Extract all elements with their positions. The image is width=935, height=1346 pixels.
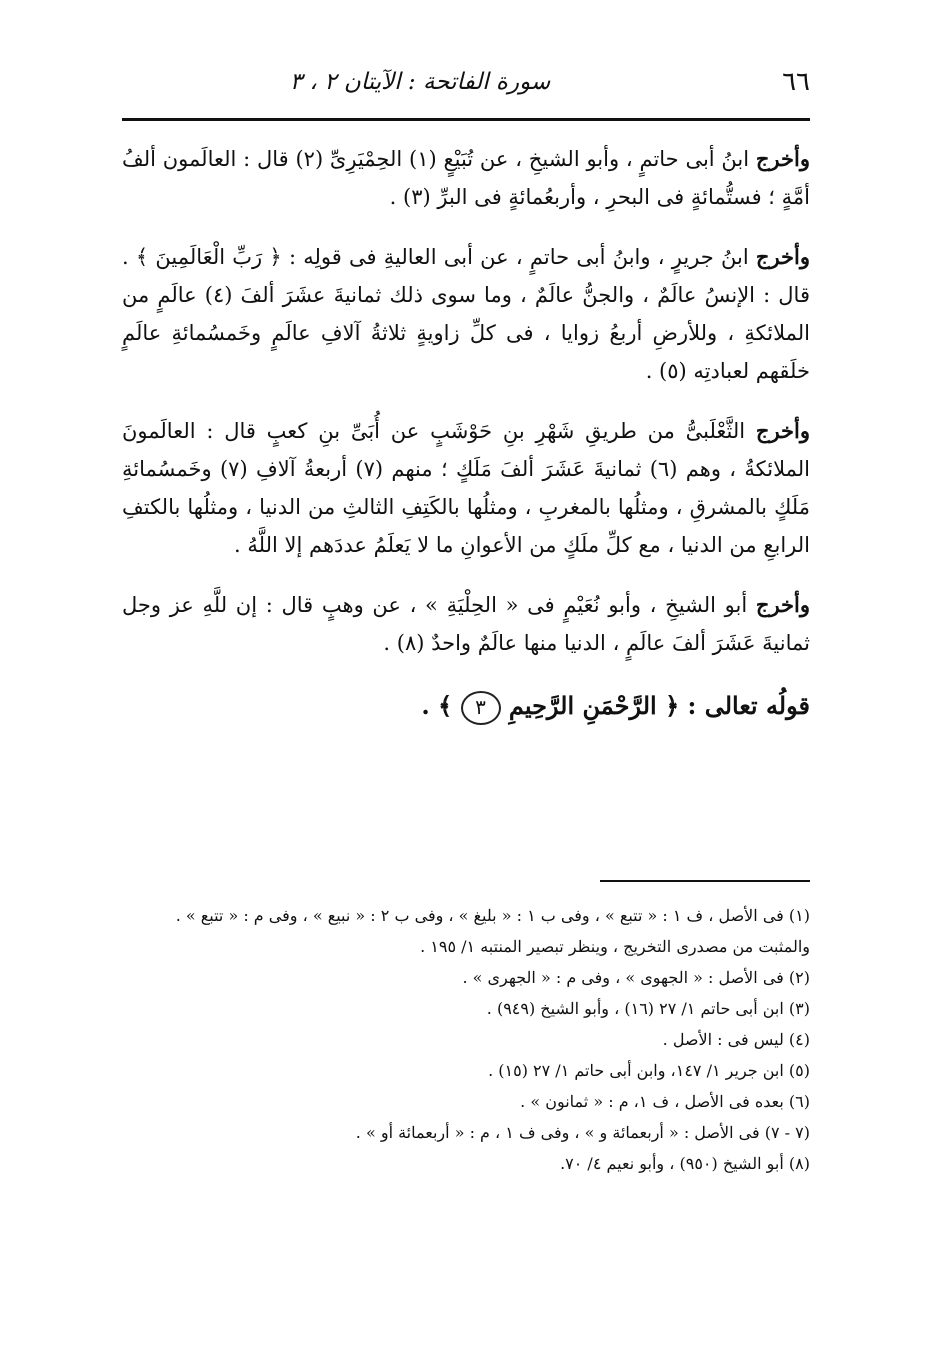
page-header <box>120 64 810 104</box>
header-rule <box>122 118 810 121</box>
footnote: (١) فى الأصل ، ف ١ : « تتبع » ، وفى ب ١ : « بليغ » ، وفى ب ٢ : « نبيع » ، وفى م : « تتبع » . والمثبت من مصدرى التخريج ، وينظر تبصير المنتبه ١/ ١٩٥ . <box>175 906 810 956</box>
footnote-rule <box>600 880 810 882</box>
footnote: (٧ - ٧) فى الأصل : « أربعمائة و » ، وفى ف ١ ، م : « أربعمائة أو » . <box>355 1123 810 1142</box>
paragraph <box>122 140 810 216</box>
verse-heading-label: قولُه تعالى : <box>687 691 810 720</box>
footnote: (٨) أبو الشيخ (٩٥٠) ، وأبو نعيم ٤/ ٧٠. <box>560 1154 810 1173</box>
footnote: (٣) ابن أبى حاتم ١/ ٢٧ (١٦) ، وأبو الشيخ (٩٤٩) . <box>486 999 810 1018</box>
footnote: (٤) ليس فى : الأصل . <box>662 1030 810 1049</box>
paragraph <box>122 412 810 564</box>
running-title: سورة الفاتحة : الآيتان ٢ ، ٣ <box>289 69 551 95</box>
paragraph-lead: وأخرج <box>755 244 810 269</box>
footnote: (٢) فى الأصل : « الجهوى » ، وفى م : « الجهرى » . <box>462 968 810 987</box>
footnote: (٦) بعده فى الأصل ، ف ١، م : « ثمانون » . <box>520 1092 810 1111</box>
paragraph-text: ابنُ جريرٍ ، وابنُ أبى حاتمٍ ، عن أبى العاليةِ فى قولِه : ﴿ رَبِّ الْعَالَمِينَ ﴾ . قال : الإنسُ عالَمٌ ، والجنُّ عالَمٌ ، وما سوى ذلك ثمانيةَ عشَرَ ألفَ (٤) عالَمٍ من الملائكةِ ، وللأرضِ أربعُ زوايا ، فى كلِّ زاويةٍ ثلاثةُ آلافِ عالَمٍ وخَمسُمائةِ عالَمٍ خلَقهم لعبادتِه (٥) . <box>122 245 810 383</box>
verse-close: ﴾ . <box>421 691 453 720</box>
paragraph <box>122 238 810 390</box>
paragraph-lead: وأخرج <box>755 418 810 443</box>
ayah-number-icon: ٣ <box>461 691 501 725</box>
paragraph-text: ابنُ أبى حاتمٍ ، وأبو الشيخِ ، عن تُبَيْعٍ (١) الحِمْيَرِىِّ (٢) قال : العالَمون ألفُ أمَّةٍ ؛ فستُّمائةٍ فى البحرِ ، وأربعُمائةٍ فى البرِّ (٣) . <box>122 147 810 209</box>
paragraph-text: أبو الشيخِ ، وأبو نُعَيْمٍ فى « الحِلْيَةِ » ، عن وهبٍ قال : إن للَّهِ عز وجل ثمانيةَ عَشَرَ ألفَ عالَمٍ ، الدنيا منها عالَمٌ واحدٌ (٨) . <box>122 593 810 655</box>
footnote: (٥) ابن جرير ١/ ١٤٧، وابن أبى حاتم ١/ ٢٧ (١٥) . <box>488 1061 810 1080</box>
main-text <box>122 140 810 728</box>
verse-text: ﴿ الرَّحْمَنِ الرَّحِيمِ <box>508 691 680 720</box>
paragraph-lead: وأخرج <box>755 146 810 171</box>
paragraph-text: الثَّعْلَبىُّ من طريقِ شَهْرِ بنِ حَوْشَبٍ عن أُبَىِّ بنِ كعبٍ قال : العالَمونَ الملائكةُ ، وهم (٦) ثمانيةَ عَشَرَ ألفَ مَلَكٍ ؛ منهم (٧) أربعةُ آلافِ (٧) وخَمسُمائةِ مَلَكٍ بالمشرقِ ، ومثلُها بالمغربِ ، ومثلُها بالكَتِفِ الثالثِ من الدنيا ، ومثلُها بالكتفِ الرابعِ من الدنيا ، مع كلِّ ملَكٍ من الأعوانِ ما لا يَعلَمُ عددَهم إلا اللَّهُ . <box>122 419 811 557</box>
verse-heading <box>122 684 810 728</box>
footnotes <box>122 900 810 1179</box>
paragraph-lead: وأخرج <box>755 592 810 617</box>
page-number: ٦٦ <box>782 67 810 97</box>
paragraph <box>122 586 810 662</box>
